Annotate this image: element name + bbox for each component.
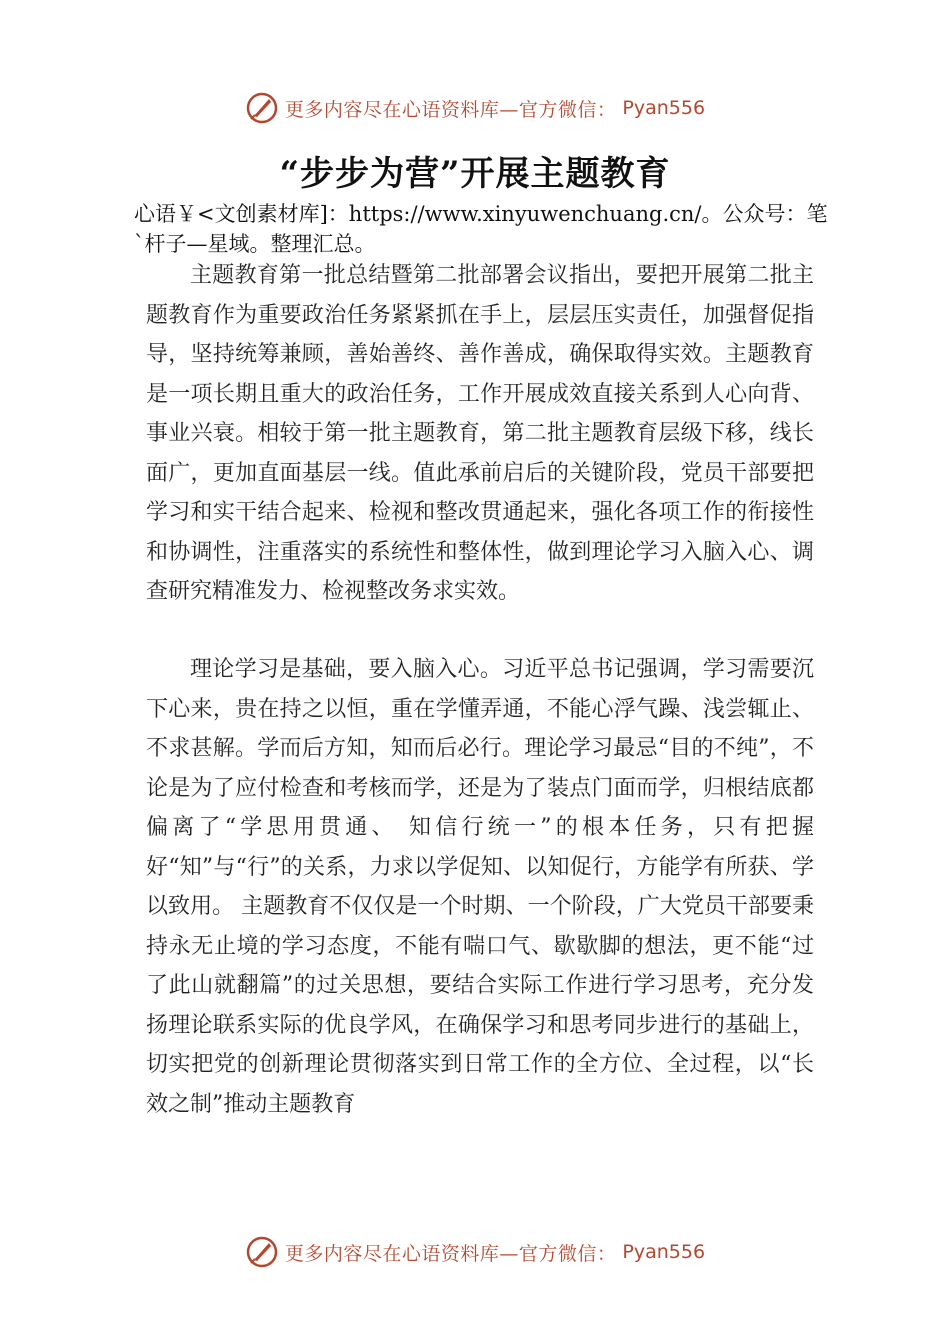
- document-title: “步步为营”开展主题教育: [279, 154, 671, 194]
- banner-wechat-id: Pyan556: [622, 97, 706, 119]
- banner-wechat-id: Pyan556: [622, 1241, 706, 1263]
- paragraph-1: 主题教育第一批总结暨第二批部署会议指出，要把开展第二批主题教育作为重要政治任务紧紧抓在手上，层层压实责任，加强督促指导，坚持统筹兼顾，善始善终、善作善成，确保取得实效。主题教育是一项长期且重大的政治任务，工作开展成效直接关系到人心向背、事业兴衰。相较于第一批主题教育，第二批主题教育层级下移，线长面广，更加直面基层一线。值此承前启后的关键阶段，党员干部要把学习和实干结合起来、检视和整改贯通起来，强化各项工作的衔接性和协调性，注重落实的系统性和整体性，做到理论学习入脑入心、调查研究精准发力、检视整改务求实效。: [146, 263, 814, 604]
- source-line: 心语￥<文创素材库]：https://www.xinyuwenchuang.cn/。公众号：笔`杆子—星域。整理汇总。: [134, 202, 828, 256]
- footer-banner: [0, 1232, 950, 1272]
- banner-text: 更多内容尽在心语资料库—官方微信：: [284, 98, 617, 121]
- quill-pen-logo-icon: [245, 91, 279, 125]
- paragraph-2: 理论学习是基础，要入脑入心。习近平总书记强调，学习需要沉下心来，贵在持之以恒，重在学懂弄通，不能心浮气躁、浅尝辄止、不求甚解。学而后方知，知而后必行。理论学习最忌“目的不纯”，不论是为了应付检查和考核而学，还是为了装点门面而学，归根结底都偏离了“学思用贯通、 知信行统一”的根本任务，只有把握好“知”与“行”的关系，力求以学促知、以知促行，方能学有所获、学以致用。 主题教育不仅仅是一个时期、一个阶段，广大党员干部要秉持永无止境的学习态度，不能有喘口气、歇歇脚的想法，更不能“过了此山就翻篇”的过关思想，要结合实际工作进行学习思考，充分发扬理论联系实际的优良学风，在确保学习和思考同步进行的基础上，切实把党的创新理论贯彻落实到日常工作的全方位、全过程，以“长效之制”推动主题教育: [146, 657, 814, 1117]
- header-banner: [0, 88, 950, 128]
- quill-pen-logo-icon: [245, 1235, 279, 1269]
- banner-text: 更多内容尽在心语资料库—官方微信：: [284, 1242, 617, 1265]
